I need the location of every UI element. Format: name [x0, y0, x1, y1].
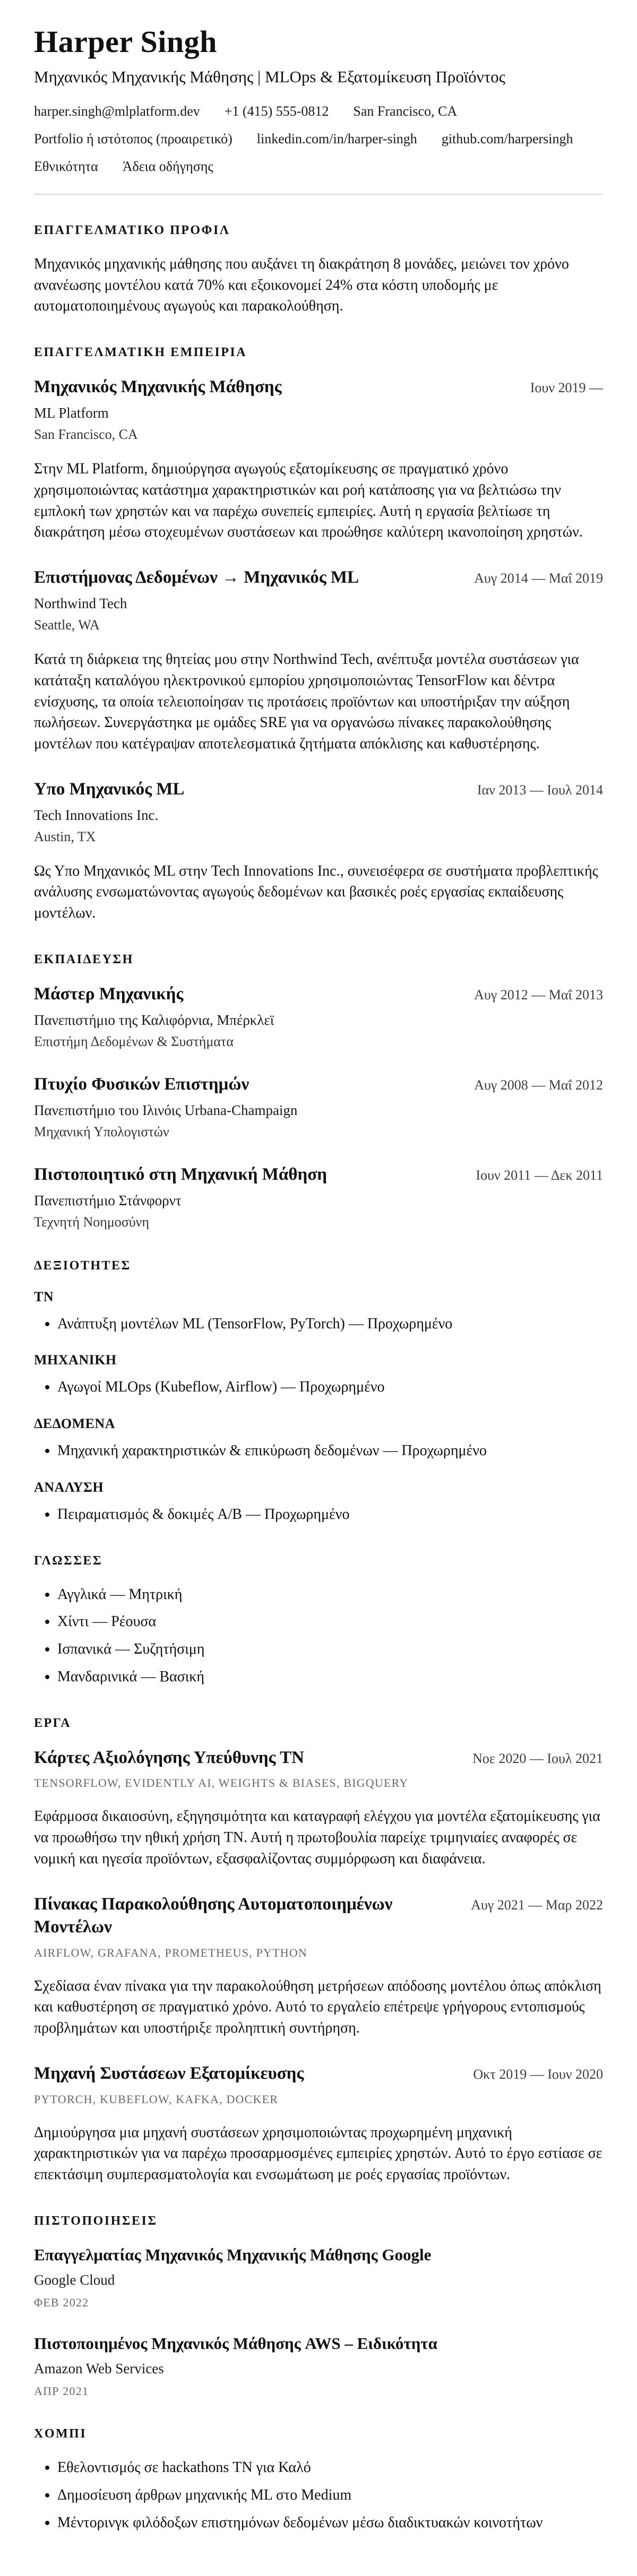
education-entry: [34, 1073, 603, 1140]
project-description: Εφάρμοσα δικαιοσύνη, εξηγησιμότητα και καταγραφή ελέγχου για μοντέλα εξατομίκευσης για να προωθήσω την ηθική χρήση ΤΝ. Αυτή η πρωτοβουλία παρείχε τριμηνιαίες αναφορές σε νομική και ηγεσία προϊόντων, εξασφαλίζοντας συμμόρφωση και διαφάνεια.: [34, 1808, 600, 1867]
language-item: • Μανδαρινικά — Βασική: [57, 1666, 603, 1688]
education-dates: Ιουν 2011 — Δεκ 2011: [476, 1167, 603, 1183]
hobby-item: • Μέντορινγκ φιλόδοξων επιστημόνων δεδομένων μέσω διαδικτυακών κοινοτήτων: [57, 2512, 603, 2534]
project-entry: [34, 1747, 603, 1870]
education-dates: Αυγ 2012 — Μαΐ 2013: [474, 987, 603, 1002]
degree-title: Πτυχίο Φυσικών Επιστημών: [34, 1074, 249, 1094]
project-description: Σχεδίασα έναν πίνακα για την παρακολούθηση μετρήσεων απόδοσης μοντέλου όπως απόκλιση και καθυστέρηση σε πραγματικό χρόνο. Αυτό το εργαλείο επέτρεψε γρήγορους εντοπισμούς προβλημάτων και υποστήριξε προληπτική συντήρηση.: [34, 1977, 601, 2036]
job-description: Ως Υπο Μηχανικός ML στην Tech Innovations Inc., συνεισέφερα σε συστήματα προβλεπτικής ανάλυσης ενσωματώνοντας αγωγούς δεδομένων και βασικές ροές εργασίας εκπαίδευσης μοντέλων.: [34, 862, 598, 922]
section-heading-profile: ΕΠΑΓΓΕΛΜΑΤΙΚΟ ΠΡΟΦΙΛ: [34, 223, 230, 237]
linkedin-text: linkedin.com/in/harper-singh: [256, 131, 417, 146]
degree-title: Πιστοποιητικό στη Μηχανική Μάθηση: [34, 1164, 327, 1184]
section-heading-projects: ΕΡΓΑ: [34, 1716, 72, 1730]
skill-group: [34, 1289, 603, 1335]
experience-entry: [34, 566, 603, 755]
certification-date: ΦΕΒ 2022: [34, 2296, 89, 2310]
certification-issuer: Amazon Web Services: [34, 2361, 164, 2377]
hobby-item: • Εθελοντισμός σε hackathons ΤΝ για Καλό: [57, 2457, 603, 2478]
skill-item: • Αγωγοί MLOps (Kubeflow, Airflow) — Προχωρημένο: [57, 1377, 603, 1398]
school-name: Πανεπιστήμιο του Ιλινόις Urbana-Champaign: [34, 1102, 298, 1118]
contact-row-extra: [34, 159, 603, 175]
experience-entry-head: [34, 566, 603, 589]
job-title: Μηχανικός Μηχανικής Μάθησης: [34, 377, 282, 397]
project-title: Μηχανή Συστάσεων Εξατομίκευσης: [34, 2063, 304, 2083]
experience-entry: [34, 778, 603, 924]
skill-item: • Πειραματισμός & δοκιμές A/B — Προχωρημένο: [57, 1504, 603, 1525]
experience-entry-head: [34, 376, 603, 399]
job-dates: Ιουν 2019 —: [530, 380, 603, 396]
school-name: Πανεπιστήμιο Στάνφορντ: [34, 1192, 182, 1208]
project-tools: AIRFLOW, GRAFANA, PROMETHEUS, PYTHON: [34, 1946, 308, 1959]
certification-issuer: Google Cloud: [34, 2272, 115, 2288]
project-dates: Αυγ 2021 — Μαρ 2022: [471, 1897, 603, 1913]
skill-category: ΤΝ: [34, 1289, 54, 1304]
project-entry: [34, 1893, 603, 2039]
field-of-study: Επιστήμη Δεδομένων & Συστήματα: [34, 1033, 234, 1049]
job-location: Austin, TX: [34, 828, 96, 844]
language-item: • Χίντι — Ρέουσα: [57, 1611, 603, 1632]
section-skills: [34, 1259, 603, 1525]
resume-header: [34, 24, 603, 195]
skill-group: [34, 1352, 603, 1398]
education-entry-head: [34, 1163, 603, 1186]
hobby-item: • Δημοσίευση άρθρων μηχανικής ML στο Medium: [57, 2485, 603, 2506]
github-text: github.com/harpersingh: [441, 131, 573, 146]
job-description: Στην ML Platform, δημιούργησα αγωγούς εξατομίκευσης σε πραγματικό χρόνο χρησιμοποιώντας κατάστημα χαρακτηριστικών και ροή κατάποσης για να βελτιώσω την εμπλοκή των χρηστών και να παρέχω συνεπείς εμπειρίες. Αυτή η εργασία βελτίωσε τη διακράτηση μέσω στοχευμένων συστάσεων και προώθησε καλύτερη ικανοποίηση χρηστών.: [34, 461, 583, 541]
field-of-study: Μηχανική Υπολογιστών: [34, 1123, 169, 1139]
section-education: [34, 953, 603, 1230]
project-entry-head: [34, 1747, 603, 1769]
education-entry: [34, 983, 603, 1050]
contact-row-links: [34, 131, 603, 147]
experience-entry: [34, 376, 603, 543]
email-text: harper.singh@mlplatform.dev: [34, 103, 200, 119]
project-dates: Οκτ 2019 — Ιουν 2020: [473, 2066, 603, 2082]
profile-text: Μηχανικός μηχανικής μάθησης που αυξάνει τη διακράτηση 8 μονάδες, μειώνει τον χρόνο ανανέωσης μοντέλου κατά 70% και εξοικονομεί 24% στα κόστη υποδομής με αυτοματοποιημένους αγωγούς και παρακολούθηση.: [34, 255, 569, 315]
section-languages: [34, 1554, 603, 1688]
job-dates: Αυγ 2014 — Μαΐ 2019: [474, 570, 603, 586]
section-profile: [34, 223, 603, 317]
section-certifications: [34, 2214, 603, 2399]
section-heading-certifications: ΠΙΣΤΟΠΟΙΗΣΕΙΣ: [34, 2214, 158, 2228]
section-heading-skills: ΔΕΞΙΟΤΗΤΕΣ: [34, 1258, 131, 1273]
project-title: Κάρτες Αξιολόγησης Υπεύθυνης ΤΝ: [34, 1748, 304, 1767]
job-location: San Francisco, CA: [34, 427, 138, 443]
language-list: [34, 1584, 603, 1688]
phone-text: +1 (415) 555-0812: [224, 103, 329, 119]
skill-category: ΔΕΔΟΜΕΝΑ: [34, 1416, 115, 1432]
skill-item: • Μηχανική χαρακτηριστικών & επικύρωση δεδομένων — Προχωρημένο: [57, 1440, 603, 1462]
school-name: Πανεπιστήμιο της Καλιφόρνια, Μπέρκλεϊ: [34, 1012, 274, 1028]
project-description: Δημιούργησα μια μηχανή συστάσεων χρησιμοποιώντας προχωρημένη μηχανική χαρακτηριστικών για να παρέχω προσαρμοσμένες εμπειρίες χρηστών. Αυτό το έργο εστίασε σε επεκτάσιμη συμπερασματολογία και ενσωμάτωση με ροές εργασίας προϊόντων.: [34, 2124, 602, 2183]
hobby-list: [34, 2457, 603, 2533]
experience-entry-head: [34, 778, 603, 801]
job-title: Υπο Μηχανικός ML: [34, 779, 185, 799]
section-heading-education: ΕΚΠΑΙΔΕΥΣΗ: [34, 952, 134, 966]
person-title: Μηχανικός Μηχανικής Μάθησης | MLOps & Εξατομίκευση Προϊόντος: [34, 67, 505, 86]
section-experience: [34, 345, 603, 924]
skill-category: ΑΝΑΛΥΣΗ: [34, 1479, 104, 1495]
certification-entry: [34, 2244, 603, 2310]
project-dates: Νοε 2020 — Ιουλ 2021: [472, 1750, 603, 1766]
skill-item: • Ανάπτυξη μοντέλων ML (TensorFlow, PyTorch) — Προχωρημένο: [57, 1313, 603, 1335]
education-entry: [34, 1163, 603, 1230]
field-of-study: Τεχνητή Νοημοσύνη: [34, 1214, 150, 1230]
person-name: Harper Singh: [34, 24, 217, 59]
language-item: • Αγγλικά — Μητρική: [57, 1584, 603, 1605]
section-projects: [34, 1716, 603, 2185]
education-entry-head: [34, 983, 603, 1006]
skill-list: [34, 1313, 603, 1335]
skill-list: [34, 1440, 603, 1462]
driving-license-text: Άδεια οδήγησης: [122, 158, 213, 174]
job-location: Seattle, WA: [34, 617, 100, 633]
contact-row-primary: [34, 103, 603, 119]
project-entry-head: [34, 1893, 603, 1939]
skill-list: [34, 1504, 603, 1525]
skill-list: [34, 1377, 603, 1398]
company-name: Northwind Tech: [34, 595, 127, 612]
education-entry-head: [34, 1073, 603, 1096]
certification-title: Πιστοποιημένος Μηχανικός Μάθησης AWS – Ειδικότητα: [34, 2334, 437, 2353]
section-hobbies: [34, 2427, 603, 2533]
job-description: Κατά τη διάρκεια της θητείας μου στην Northwind Tech, ανέπτυξα μοντέλα συστάσεων για κατάταξη καταλόγου ηλεκτρονικού εμπορίου χρησιμοποιώντας TensorFlow και δέντρα ενίσχυσης, τα οποία τελειοποίησαν τις προτάσεις προϊόντων και υποστήριξαν την αύξηση πωλήσεων. Συνεργάστηκα με ομάδες SRE για να οργανώσω πίνακες παρακολούθησης μοντέλων που κατέγραψαν αποτελεσματικά ζητήματα απόκλισης και καθυστέρησης.: [34, 651, 579, 753]
project-tools: PYTORCH, KUBEFLOW, KAFKA, DOCKER: [34, 2092, 279, 2106]
job-dates: Ιαν 2013 — Ιουλ 2014: [477, 782, 603, 798]
project-tools: TENSORFLOW, EVIDENTLY AI, WEIGHTS & BIASES, BIGQUERY: [34, 1776, 409, 1790]
section-heading-experience: ΕΠΑΓΓΕΛΜΑΤΙΚΗ ΕΜΠΕΙΡΙΑ: [34, 345, 247, 360]
portfolio-text: Portfolio ή ιστότοπος (προαιρετικό): [34, 131, 233, 146]
company-name: Tech Innovations Inc.: [34, 807, 159, 823]
project-entry: [34, 2062, 603, 2185]
header-divider: [34, 194, 603, 195]
project-entry-head: [34, 2062, 603, 2085]
certification-entry: [34, 2333, 603, 2398]
skill-group: [34, 1416, 603, 1462]
job-title: Επιστήμονας Δεδομένων → Μηχανικός ML: [34, 568, 359, 587]
company-name: ML Platform: [34, 405, 109, 421]
education-dates: Αυγ 2008 — Μαΐ 2012: [474, 1077, 603, 1093]
certification-date: ΑΠΡ 2021: [34, 2384, 89, 2398]
certification-title: Επαγγελματίας Μηχανικός Μηχανικής Μάθησης Google: [34, 2245, 432, 2264]
language-item: • Ισπανικά — Συζητήσιμη: [57, 1639, 603, 1660]
skill-category: ΜΗΧΑΝΙΚΗ: [34, 1352, 117, 1368]
project-title: Πίνακας Παρακολούθησης Αυτοματοποιημένων Μοντέλων: [34, 1894, 393, 1937]
skill-group: [34, 1480, 603, 1525]
degree-title: Μάστερ Μηχανικής: [34, 984, 184, 1004]
location-text: San Francisco, CA: [353, 103, 458, 119]
section-heading-hobbies: ΧΟΜΠΙ: [34, 2427, 87, 2441]
section-heading-languages: ΓΛΩΣΣΕΣ: [34, 1553, 103, 1568]
nationality-text: Εθνικότητα: [34, 158, 98, 174]
